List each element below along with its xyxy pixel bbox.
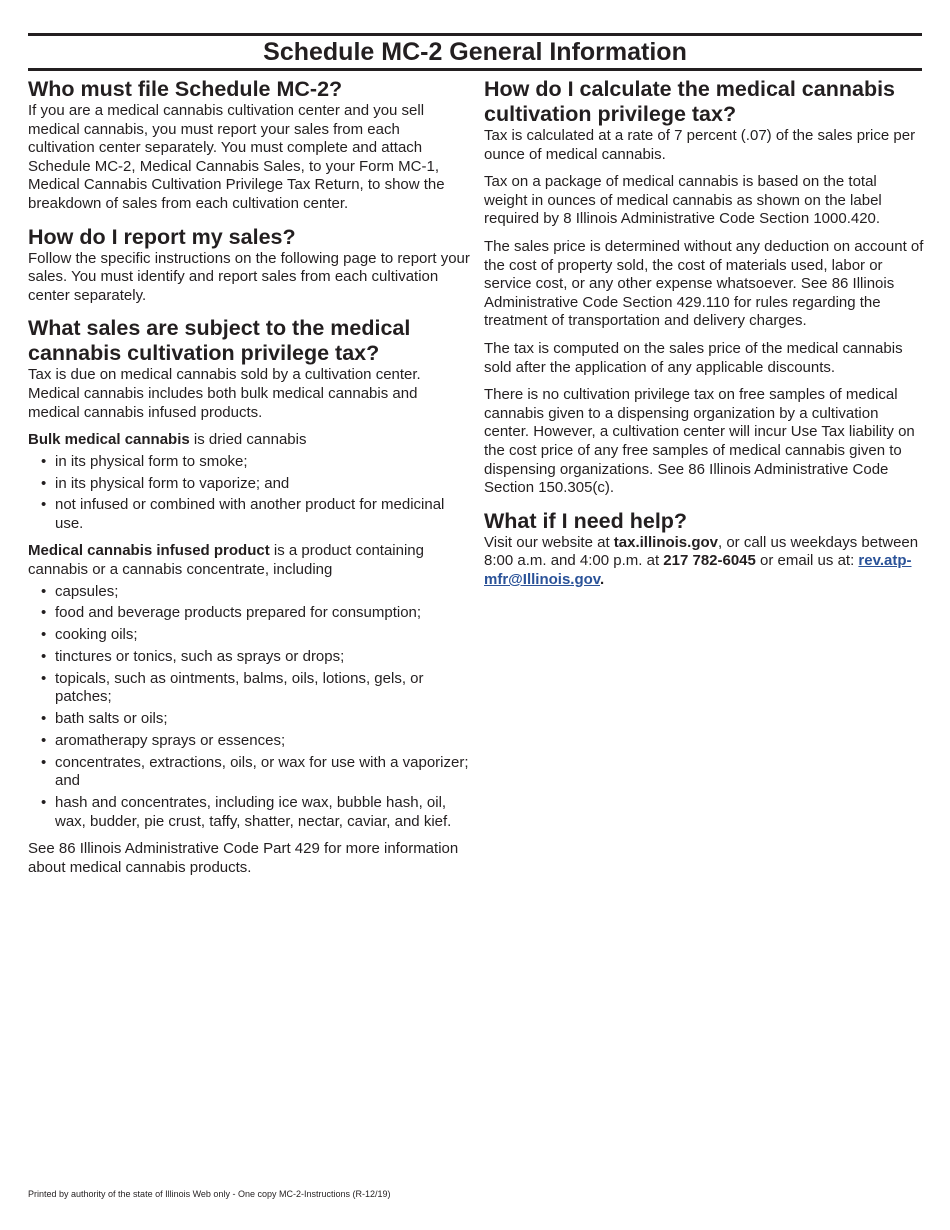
- see-admin-code-text: See 86 Illinois Administrative Code Part 429 for more information about medical cannabis products.: [28, 840, 459, 876]
- phone-number: 217 782-6045: [663, 552, 756, 570]
- website-link[interactable]: tax.illinois.gov: [613, 533, 718, 551]
- calc-weight-text: Tax on a package of medical cannabis is based on the total weight in ounces of medical cannabis as shown on the label required by 8 Illinois Administrative Code Section 1000.420.: [484, 173, 882, 228]
- calc-discounts-text: The tax is computed on the sales price of the medical cannabis sold after the application of any applicable discounts.: [484, 339, 903, 376]
- footer-note: Printed by authority of the state of Illinois Web only - One copy MC-2-Instructions (R-12/19): [28, 1189, 391, 1199]
- calc-free-samples-text: There is no cultivation privilege tax on free samples of medical cannabis given to a dispensing organization by a cultivation center. However, a cultivation center will incur Use Tax liability on the cost price of any free samples of medical cannabis given to dispensing organizations. See 86 Illinois Administrative Code Section 150.305(c).: [484, 386, 915, 497]
- infused-list: [28, 583, 470, 832]
- help-text-part: or email us at:: [755, 552, 859, 570]
- need-help-text: [484, 534, 924, 590]
- infused-definition: [28, 542, 470, 579]
- infused-def-text: is a product containing cannabis or a cannabis concentrate, including: [28, 542, 424, 579]
- list-item: • aromatherapy sprays or essences;: [28, 732, 470, 751]
- bulk-definition: [28, 431, 470, 450]
- calc-rate-text: Tax is calculated at a rate of 7 percent (.07) of the sales price per ounce of medical cannabis.: [484, 127, 916, 163]
- page: [28, 33, 924, 876]
- list-item: • topicals, such as ointments, balms, oils, lotions, gels, or patches;: [28, 670, 470, 707]
- title-bar: [28, 33, 922, 71]
- calculate-tax-heading: How do I calculate the medical cannabis cultivation privilege tax?: [484, 77, 896, 126]
- bulk-term: Bulk medical cannabis: [28, 431, 190, 449]
- who-must-file-text: If you are a medical cannabis cultivation center and you sell medical cannabis, you must report your sales from each cultivation center separately. You must complete and attach Schedule MC-2, Medical Cannabis Sales, to your Form MC-1, Medical Cannabis Cultivation Privilege Tax Return, to show the breakdown of sales from each cultivation center.: [28, 102, 445, 212]
- page-title: Schedule MC-2 General Information: [263, 38, 687, 66]
- subject-sales-text: Tax is due on medical cannabis sold by a cultivation center. Medical cannabis includes both bulk medical cannabis and medical cannabis infused products.: [28, 366, 421, 421]
- help-text-part: , or call us weekdays between 8:00 a.m. and 4:00 p.m. at: [484, 533, 919, 570]
- subject-sales-heading: What sales are subject to the medical cannabis cultivation privilege tax?: [28, 316, 411, 366]
- need-help-heading: What if I need help?: [484, 508, 688, 533]
- list-item: • tinctures or tonics, such as sprays or drops;: [28, 648, 470, 667]
- bulk-list: [28, 453, 470, 534]
- right-column: [484, 77, 924, 598]
- report-sales-heading: How do I report my sales?: [28, 224, 296, 249]
- bulk-def-text: is dried cannabis: [189, 431, 307, 449]
- help-text-part: Visit our website at: [484, 533, 614, 551]
- calc-sales-price-text: The sales price is determined without any deduction on account of the cost of property sold, the cost of materials used, labor or service cost, or any other expense whatsoever. See 86 Illinois Administrative Code Section 429.110 for rules regarding the treatment of transportation and delivery charges.: [484, 237, 924, 330]
- list-item: • in its physical form to vaporize; and: [28, 475, 470, 494]
- list-item: • food and beverage products prepared for consumption;: [28, 604, 470, 623]
- list-item: • not infused or combined with another product for medicinal use.: [28, 496, 470, 533]
- email-link[interactable]: rev.atp-mfr@Illinois.gov: [484, 552, 912, 588]
- left-column: [28, 77, 470, 886]
- list-item: • concentrates, extractions, oils, or wax for use with a vaporizer; and: [28, 754, 470, 791]
- list-item: • bath salts or oils;: [28, 710, 470, 729]
- list-item: • hash and concentrates, including ice wax, bubble hash, oil, wax, budder, pie crust, taffy, shatter, nectar, caviar, and kief.: [28, 794, 470, 831]
- help-text-period: .: [600, 570, 605, 588]
- list-item: • capsules;: [28, 583, 470, 602]
- list-item: • cooking oils;: [28, 626, 470, 645]
- who-must-file-heading: Who must file Schedule MC-2?: [28, 77, 343, 101]
- infused-term: Medical cannabis infused product: [28, 542, 270, 560]
- report-sales-text: Follow the specific instructions on the following page to report your sales. You must identify and report sales from each cultivation center separately.: [28, 249, 470, 304]
- list-item: • in its physical form to smoke;: [28, 453, 470, 472]
